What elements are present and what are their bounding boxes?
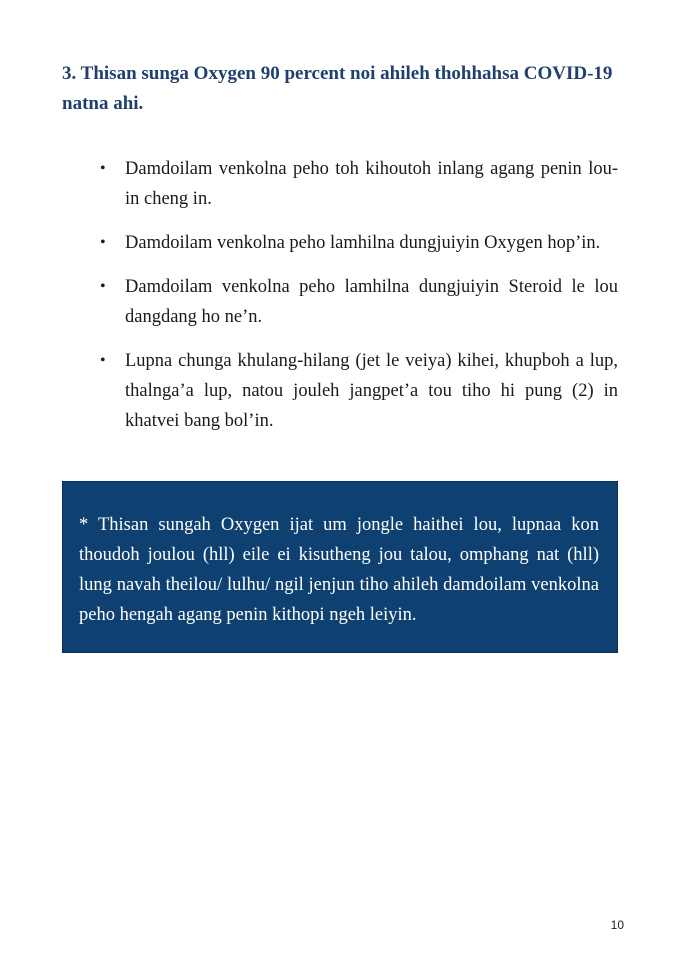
page-number: 10	[610, 918, 624, 932]
list-item	[96, 272, 618, 332]
list-item	[96, 346, 618, 436]
list-item-text: Damdoilam venkolna peho lamhilna dungjuiyin Steroid le lou dangdang ho ne’n.	[125, 277, 618, 327]
list-item-text: Lupna chunga khulang-hilang (jet le veiya) kihei, khupboh a lup, thalnga’a lup, natou jouleh jangpet’a tou tiho hi pung (2) in khatvei bang bol’in.	[125, 351, 618, 431]
note-text: * Thisan sungah Oxygen ijat um jongle haithei lou, lupnaa kon thoudoh joulou (hll) eile ei kisutheng jou talou, omphang nat (hll) lung navah theilou/ lulhu/ ngil jenjun tiho ahileh damdoilam venkolna peho hengah agang penin kithopi ngeh leiyin.	[79, 515, 599, 625]
list-item	[96, 228, 618, 258]
bullet-icon: •	[100, 352, 106, 369]
bullet-list	[96, 154, 618, 450]
bullet-icon: •	[100, 278, 106, 295]
list-item-text: Damdoilam venkolna peho toh kihoutoh inlang agang penin lou-in cheng in.	[125, 159, 618, 209]
bullet-icon: •	[100, 234, 106, 251]
note-box	[62, 481, 618, 653]
bullet-icon: •	[100, 160, 106, 177]
section-heading: 3. Thisan sunga Oxygen 90 percent noi ahileh thohhahsa COVID-19 natna ahi.	[62, 63, 613, 114]
list-item	[96, 154, 618, 214]
list-item-text: Damdoilam venkolna peho lamhilna dungjuiyin Oxygen hop’in.	[125, 233, 601, 253]
